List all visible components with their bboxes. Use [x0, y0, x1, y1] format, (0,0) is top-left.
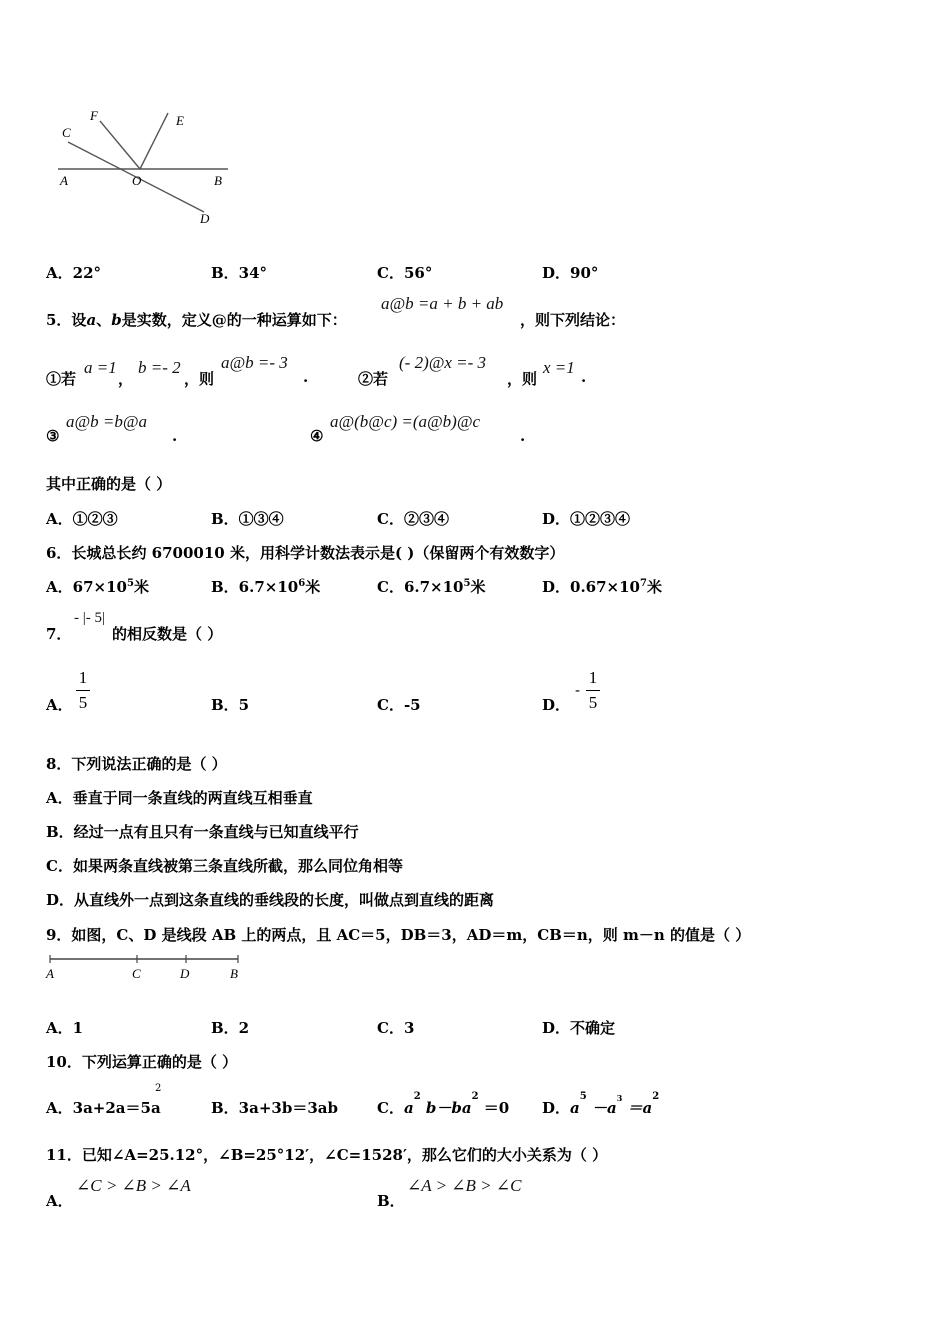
q6-c-exp: 5 — [463, 578, 471, 589]
q10-c-end: ＝0 — [483, 1099, 510, 1117]
q5-s4-expr: a@(b@c) =(a@b)@c — [330, 412, 481, 431]
q7-option-d: D． — [542, 696, 571, 714]
q5-stem-prefix: 5．设 — [46, 311, 87, 329]
q8-stem: 8．下列说法正确的是（ ） — [46, 755, 227, 773]
q5-definition: a@b =a + b + ab — [381, 294, 504, 313]
q8-option-c: C．如果两条直线被第三条直线所截，那么同位角相等 — [46, 857, 403, 875]
segment-figure — [44, 952, 244, 984]
seg-label-b: B — [230, 966, 238, 981]
q5-s2-result: x =1 — [543, 358, 575, 377]
q6-c-unit: 米 — [470, 578, 486, 596]
q5-s4-end: . — [520, 427, 526, 445]
q4-option-b: B．34° — [211, 264, 268, 282]
label-a: A — [60, 173, 68, 188]
q9-option-b: B．2 — [211, 1019, 250, 1037]
angle-figure — [50, 105, 240, 230]
q10-d-minus: －a — [591, 1099, 617, 1117]
q5-s1-end: . — [303, 368, 309, 386]
q10-stem: 10．下列运算正确的是（ ） — [46, 1053, 238, 1071]
q7-num: 7． — [46, 625, 72, 643]
q4-option-c: C．56° — [377, 264, 433, 282]
q7-option-a: A． — [46, 696, 73, 714]
q5-option-c: C．②③④ — [377, 510, 449, 528]
q11-option-a-expr: ∠C > ∠B > ∠A — [76, 1176, 191, 1195]
q6-b-base: B．6.7×10 — [211, 578, 299, 596]
q5-s1-a: a =1 — [84, 358, 117, 377]
q5-var-a: a — [86, 311, 97, 329]
q7-option-a-fraction — [76, 668, 90, 713]
label-o: O — [132, 173, 142, 188]
q7-option-b: B．5 — [211, 696, 250, 714]
label-c: C — [62, 125, 71, 140]
q9-option-d: D．不确定 — [542, 1019, 616, 1037]
q6-d-exp: 7 — [639, 578, 647, 589]
q10-d-exp2: 3 — [616, 1093, 623, 1103]
q5-option-d: D．①②③④ — [542, 510, 631, 528]
q7-d-sign: - — [575, 681, 581, 699]
q5-option-a: A．①②③ — [46, 510, 118, 528]
q11-stem: 11．已知∠A=25.12°，∠B=25°12′，∠C=1528′，那么它们的大小关系为（ ） — [46, 1146, 608, 1164]
q5-s1-result: a@b =- 3 — [221, 353, 288, 372]
q7-a-numerator: 1 — [78, 668, 88, 687]
q5-stem-mid: 是实数，定义@的一种运算如下： — [121, 311, 347, 329]
q10-d-prefix: D． — [542, 1099, 571, 1117]
q5-s1-comma: ， — [118, 370, 134, 388]
q6-option-b — [211, 576, 320, 597]
q10-d-eq: ＝a — [627, 1099, 653, 1117]
seg-label-d: D — [180, 966, 190, 981]
q10-c-mid: b－ba — [425, 1099, 472, 1117]
q7-a-denominator: 5 — [78, 693, 88, 712]
ray-oe — [140, 113, 168, 169]
label-d: D — [200, 211, 210, 226]
q10-c-exp2: 2 — [471, 1091, 479, 1102]
q5-s2-then: ，则 — [507, 370, 538, 388]
q10-option-a: A．3a+2a＝5a — [46, 1099, 161, 1117]
label-f: F — [90, 108, 98, 123]
seg-label-c: C — [132, 966, 141, 981]
q6-option-a — [46, 576, 149, 597]
q5-question: 其中正确的是（ ） — [46, 475, 172, 493]
q5-s3-prefix: ③ — [46, 427, 60, 445]
q6-a-unit: 米 — [133, 578, 149, 596]
q10-a-exp: 2 — [155, 1083, 162, 1094]
q7-expr: - |- 5| — [74, 610, 105, 626]
q9-option-c: C．3 — [377, 1019, 415, 1037]
q10-option-b: B．3a+3b＝3ab — [211, 1099, 338, 1117]
q6-option-d — [542, 576, 662, 597]
q7-d-numerator: 1 — [588, 668, 598, 687]
q11-option-b-expr: ∠A > ∠B > ∠C — [407, 1176, 522, 1195]
q5-s1-b: b =- 2 — [138, 358, 181, 377]
q6-d-unit: 米 — [646, 578, 662, 596]
q5-s3-expr: a@b =b@a — [66, 412, 147, 431]
q10-d-a: a — [570, 1099, 580, 1117]
q5-option-b: B．①③④ — [211, 510, 284, 528]
q11-option-b: B． — [377, 1192, 405, 1210]
q7-stem: 的相反数是（ ） — [112, 625, 223, 643]
q5-s2-end: . — [581, 368, 587, 386]
q6-option-c — [377, 576, 485, 597]
q10-option-c — [377, 1091, 510, 1118]
q6-a-base: A．67×10 — [46, 578, 127, 596]
q6-c-base: C．6.7×10 — [377, 578, 464, 596]
q5-s2-cond: (- 2)@x =- 3 — [399, 353, 487, 372]
q6-stem: 6．长城总长约 6700010 米，用科学计数法表示是( )（保留两个有效数字） — [46, 544, 565, 562]
q5-s3-end: . — [172, 427, 178, 445]
q10-c-a: a — [403, 1099, 414, 1117]
q10-c-prefix: C． — [377, 1099, 404, 1117]
q7-option-d-fraction — [586, 668, 600, 713]
q10-d-exp3: 2 — [652, 1091, 660, 1102]
q5-s1-then: ，则 — [184, 370, 215, 388]
q5-stem-sep: 、 — [96, 311, 112, 329]
q10-d-exp1: 5 — [579, 1091, 587, 1102]
label-e: E — [176, 113, 184, 128]
q5-s4-prefix: ④ — [310, 427, 324, 445]
q4-option-a: A．22° — [46, 264, 102, 282]
q5-var-b: b — [111, 311, 122, 329]
q6-b-unit: 米 — [305, 578, 321, 596]
q9-stem: 9．如图，C、D 是线段 AB 上的两点，且 AC＝5，DB＝3，AD＝m，CB＝n，则 m－n 的值是（ ） — [46, 926, 751, 944]
q6-d-base: D．0.67×10 — [542, 578, 640, 596]
q7-option-c: C．-5 — [377, 696, 421, 714]
q7-d-denominator: 5 — [588, 693, 598, 712]
q5-stem-suffix: ，则下列结论： — [520, 311, 626, 329]
q8-option-a: A．垂直于同一条直线的两直线互相垂直 — [46, 789, 313, 807]
q4-option-d: D．90° — [542, 264, 599, 282]
q6-b-exp: 6 — [298, 578, 306, 589]
q10-option-d — [542, 1091, 660, 1118]
q5-stem — [46, 309, 347, 330]
q9-option-a: A．1 — [46, 1019, 84, 1037]
label-b: B — [214, 173, 222, 188]
q8-option-b: B．经过一点有且只有一条直线与已知直线平行 — [46, 823, 359, 841]
q11-option-a: A． — [46, 1192, 73, 1210]
seg-label-a: A — [46, 966, 54, 981]
q5-s2-prefix: ②若 — [358, 370, 389, 388]
q5-s1-prefix: ①若 — [46, 370, 77, 388]
q10-c-exp1: 2 — [413, 1091, 421, 1102]
q8-option-d: D．从直线外一点到这条直线的垂线段的长度，叫做点到直线的距离 — [46, 891, 495, 909]
q6-a-exp: 5 — [126, 578, 134, 589]
